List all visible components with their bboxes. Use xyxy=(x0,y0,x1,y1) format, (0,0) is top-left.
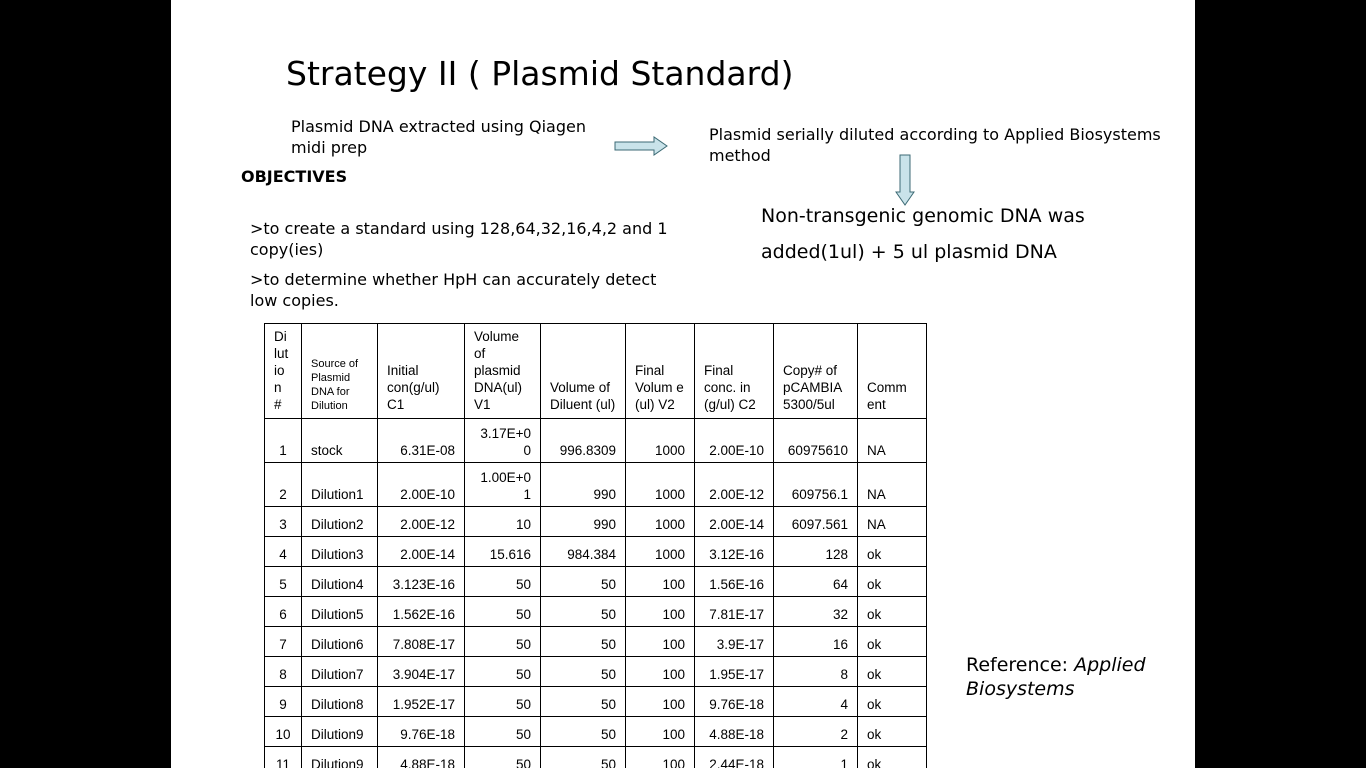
objectives-heading: OBJECTIVES xyxy=(241,167,348,186)
cell-source: Dilution9 xyxy=(302,747,378,768)
cell-final-conc: 1.56E-16 xyxy=(695,567,774,597)
cell-volume-plasmid: 50 xyxy=(465,747,541,768)
header-final-volume: Final Volum e (ul) V2 xyxy=(626,324,695,419)
cell-volume-diluent: 50 xyxy=(541,687,626,717)
cell-final-conc: 2.00E-14 xyxy=(695,507,774,537)
cell-volume-diluent: 50 xyxy=(541,567,626,597)
cell-final-volume: 1000 xyxy=(626,463,695,507)
cell-final-volume: 1000 xyxy=(626,419,695,463)
cell-copy-number: 128 xyxy=(774,537,858,567)
step-extraction: Plasmid DNA extracted using Qiagen midi prep xyxy=(291,117,586,157)
header-volume-diluent: Volume of Diluent (ul) xyxy=(541,324,626,419)
cell-volume-diluent: 984.384 xyxy=(541,537,626,567)
cell-final-conc: 2.00E-12 xyxy=(695,463,774,507)
cell-volume-plasmid: 3.17E+0 0 xyxy=(465,419,541,463)
cell-volume-diluent: 50 xyxy=(541,717,626,747)
header-comment: Comm ent xyxy=(858,324,927,419)
header-source: Source of Plasmid DNA for Dilution xyxy=(302,324,378,419)
reference-note xyxy=(966,653,1186,701)
cell-copy-number: 6097.561 xyxy=(774,507,858,537)
cell-final-conc: 7.81E-17 xyxy=(695,597,774,627)
cell-initial-conc: 4.88E-18 xyxy=(378,747,465,768)
cell-comment: ok xyxy=(858,687,927,717)
cell-final-conc: 9.76E-18 xyxy=(695,687,774,717)
cell-volume-diluent: 990 xyxy=(541,507,626,537)
objective-item-2: >to determine whether HpH can accurately detect low copies. xyxy=(250,270,657,310)
cell-volume-diluent: 50 xyxy=(541,657,626,687)
header-dilution-number: Di lut io n # xyxy=(265,324,302,419)
cell-initial-conc: 3.123E-16 xyxy=(378,567,465,597)
cell-volume-diluent: 50 xyxy=(541,747,626,768)
cell-comment: ok xyxy=(858,567,927,597)
cell-dilution-number: 2 xyxy=(265,463,302,507)
table-header-row xyxy=(265,324,927,419)
cell-source: Dilution3 xyxy=(302,537,378,567)
cell-initial-conc: 2.00E-12 xyxy=(378,507,465,537)
cell-comment: ok xyxy=(858,717,927,747)
cell-volume-plasmid: 50 xyxy=(465,657,541,687)
step-dilution: Plasmid serially diluted according to Applied Biosystems method xyxy=(709,125,1161,165)
cell-final-volume: 100 xyxy=(626,567,695,597)
cell-comment: ok xyxy=(858,657,927,687)
cell-dilution-number: 3 xyxy=(265,507,302,537)
cell-copy-number: 2 xyxy=(774,717,858,747)
cell-comment: NA xyxy=(858,419,927,463)
cell-final-volume: 100 xyxy=(626,597,695,627)
cell-copy-number: 32 xyxy=(774,597,858,627)
cell-volume-plasmid: 50 xyxy=(465,567,541,597)
cell-volume-plasmid: 50 xyxy=(465,717,541,747)
cell-volume-plasmid: 50 xyxy=(465,687,541,717)
header-volume-plasmid: Volume of plasmid DNA(ul) V1 xyxy=(465,324,541,419)
cell-source: Dilution8 xyxy=(302,687,378,717)
table-row xyxy=(265,419,927,463)
cell-volume-plasmid: 50 xyxy=(465,597,541,627)
table-row xyxy=(265,537,927,567)
cell-dilution-number: 6 xyxy=(265,597,302,627)
cell-final-volume: 100 xyxy=(626,627,695,657)
cell-comment: ok xyxy=(858,747,927,768)
cell-final-conc: 4.88E-18 xyxy=(695,717,774,747)
cell-final-conc: 3.12E-16 xyxy=(695,537,774,567)
cell-initial-conc: 1.952E-17 xyxy=(378,687,465,717)
cell-dilution-number: 10 xyxy=(265,717,302,747)
table-row xyxy=(265,463,927,507)
cell-dilution-number: 11 xyxy=(265,747,302,768)
table-row xyxy=(265,567,927,597)
cell-dilution-number: 1 xyxy=(265,419,302,463)
cell-source: Dilution7 xyxy=(302,657,378,687)
cell-dilution-number: 7 xyxy=(265,627,302,657)
cell-volume-plasmid: 1.00E+0 1 xyxy=(465,463,541,507)
cell-volume-plasmid: 50 xyxy=(465,627,541,657)
table-row xyxy=(265,627,927,657)
cell-dilution-number: 4 xyxy=(265,537,302,567)
reference-label: Reference: xyxy=(966,654,1075,676)
cell-final-volume: 100 xyxy=(626,747,695,768)
cell-dilution-number: 9 xyxy=(265,687,302,717)
cell-volume-diluent: 996.8309 xyxy=(541,419,626,463)
cell-initial-conc: 2.00E-10 xyxy=(378,463,465,507)
cell-source: Dilution9 xyxy=(302,717,378,747)
cell-copy-number: 1 xyxy=(774,747,858,768)
objective-item-1: >to create a standard using 128,64,32,16,4,2 and 1 copy(ies) xyxy=(250,219,668,259)
cell-final-conc: 3.9E-17 xyxy=(695,627,774,657)
cell-comment: NA xyxy=(858,507,927,537)
cell-dilution-number: 5 xyxy=(265,567,302,597)
cell-source: Dilution5 xyxy=(302,597,378,627)
cell-volume-plasmid: 15.616 xyxy=(465,537,541,567)
table-row xyxy=(265,597,927,627)
cell-comment: NA xyxy=(858,463,927,507)
header-final-conc: Final conc. in (g/ul) C2 xyxy=(695,324,774,419)
cell-final-conc: 2.44E-18 xyxy=(695,747,774,768)
cell-initial-conc: 6.31E-08 xyxy=(378,419,465,463)
cell-initial-conc: 7.808E-17 xyxy=(378,627,465,657)
cell-final-volume: 1000 xyxy=(626,507,695,537)
cell-dilution-number: 8 xyxy=(265,657,302,687)
table-row xyxy=(265,717,927,747)
cell-copy-number: 64 xyxy=(774,567,858,597)
header-initial-conc: Initial con(g/ul) C1 xyxy=(378,324,465,419)
right-arrow-icon xyxy=(614,136,668,156)
reference-source: Applied Biosystems xyxy=(966,654,1146,700)
cell-volume-diluent: 50 xyxy=(541,597,626,627)
cell-copy-number: 4 xyxy=(774,687,858,717)
cell-copy-number: 16 xyxy=(774,627,858,657)
cell-final-volume: 100 xyxy=(626,717,695,747)
table-row xyxy=(265,747,927,768)
table-row xyxy=(265,507,927,537)
cell-initial-conc: 9.76E-18 xyxy=(378,717,465,747)
slide-title: Strategy II ( Plasmid Standard) xyxy=(286,54,794,93)
cell-final-volume: 100 xyxy=(626,657,695,687)
cell-source: Dilution4 xyxy=(302,567,378,597)
table-row xyxy=(265,657,927,687)
cell-source: stock xyxy=(302,419,378,463)
table-row xyxy=(265,687,927,717)
cell-final-volume: 1000 xyxy=(626,537,695,567)
cell-source: Dilution2 xyxy=(302,507,378,537)
step-genomic-dna: Non-transgenic genomic DNA was added(1ul) + 5 ul plasmid DNA xyxy=(761,205,1085,263)
cell-source: Dilution1 xyxy=(302,463,378,507)
cell-volume-plasmid: 10 xyxy=(465,507,541,537)
cell-final-conc: 2.00E-10 xyxy=(695,419,774,463)
cell-initial-conc: 2.00E-14 xyxy=(378,537,465,567)
cell-comment: ok xyxy=(858,597,927,627)
cell-source: Dilution6 xyxy=(302,627,378,657)
cell-final-conc: 1.95E-17 xyxy=(695,657,774,687)
cell-copy-number: 60975610 xyxy=(774,419,858,463)
cell-initial-conc: 1.562E-16 xyxy=(378,597,465,627)
dilution-table xyxy=(264,323,927,768)
cell-initial-conc: 3.904E-17 xyxy=(378,657,465,687)
slide xyxy=(171,0,1195,768)
cell-volume-diluent: 990 xyxy=(541,463,626,507)
cell-comment: ok xyxy=(858,537,927,567)
cell-volume-diluent: 50 xyxy=(541,627,626,657)
cell-comment: ok xyxy=(858,627,927,657)
header-copy-number: Copy# of pCAMBIA 5300/5ul xyxy=(774,324,858,419)
cell-copy-number: 8 xyxy=(774,657,858,687)
cell-copy-number: 609756.1 xyxy=(774,463,858,507)
cell-final-volume: 100 xyxy=(626,687,695,717)
